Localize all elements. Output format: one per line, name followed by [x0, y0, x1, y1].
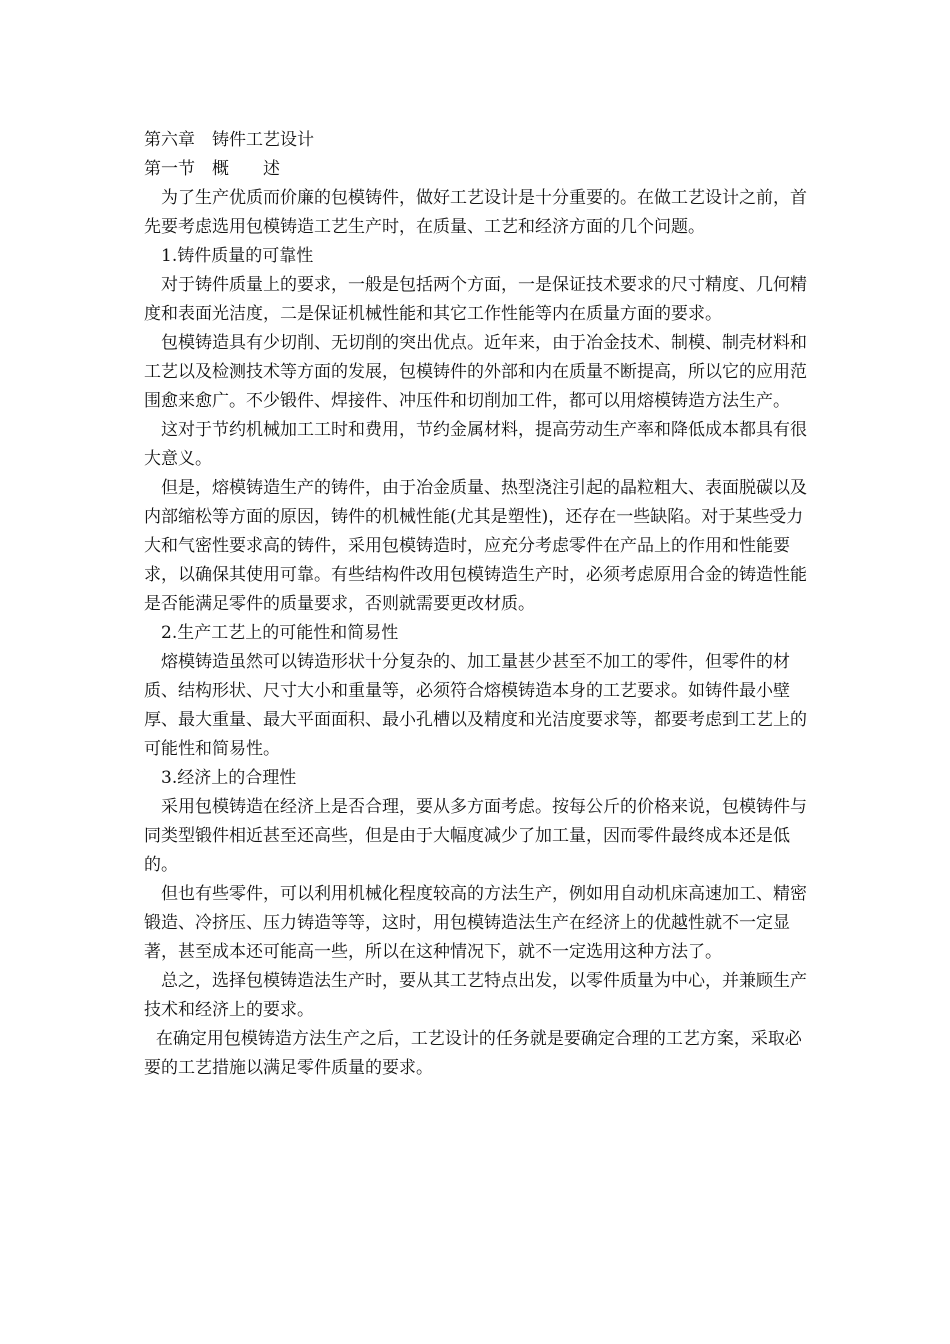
paragraph: 在确定用包模铸造方法生产之后，工艺设计的任务就是要确定合理的工艺方案，采取必要的工艺措施以满足零件质量的要求。 — [144, 1029, 802, 1078]
subheading-quality: 1.铸件质量的可靠性 — [161, 246, 314, 266]
subheading-economy: 3.经济上的合理性 — [161, 768, 297, 788]
section-title: 第一节 概 述 — [144, 159, 280, 179]
subheading-process: 2.生产工艺上的可能性和简易性 — [161, 623, 399, 643]
paragraph: 但也有些零件，可以利用机械化程度较高的方法生产，例如用自动机床高速加工、精密锻造、冷挤压、压力铸造等等，这时，用包模铸造法生产在经济上的优越性就不一定显著，甚至成本还可能高一些，所以在这种情况下，就不一定选用这种方法了。 — [144, 884, 807, 962]
paragraph: 但是，熔模铸造生产的铸件，由于冶金质量、热型浇注引起的晶粒粗大、表面脱碳以及内部缩松等方面的原因，铸件的机械性能(尤其是塑性)，还存在一些缺陷。对于某些受力大和气密性要求高的铸件，采用包模铸造时，应充分考虑零件在产品上的作用和性能要求，以确保其使用可靠。有些结构件改用包模铸造生产时，必须考虑原用合金的铸造性能是否能满足零件的质量要求，否则就需要更改材质。 — [144, 478, 807, 614]
paragraph: 熔模铸造虽然可以铸造形状十分复杂的、加工量甚少甚至不加工的零件，但零件的材质、结构形状、尺寸大小和重量等，必须符合熔模铸造本身的工艺要求。如铸件最小壁厚、最大重量、最大平面面积、最小孔槽以及精度和光洁度要求等，都要考虑到工艺上的可能性和简易性。 — [144, 652, 807, 759]
paragraph: 为了生产优质而价廉的包模铸件，做好工艺设计是十分重要的。在做工艺设计之前，首先要考虑选用包模铸造工艺生产时，在质量、工艺和经济方面的几个问题。 — [144, 188, 807, 237]
document-page — [144, 126, 810, 1083]
paragraph: 包模铸造具有少切削、无切削的突出优点。近年来，由于冶金技术、制模、制壳材料和工艺以及检测技术等方面的发展，包模铸件的外部和内在质量不断提高，所以它的应用范围愈来愈广。不少锻件、焊接件、冲压件和切削加工件，都可以用熔模铸造方法生产。 — [144, 333, 807, 411]
paragraph: 对于铸件质量上的要求，一般是包括两个方面，一是保证技术要求的尺寸精度、几何精度和表面光洁度，二是保证机械性能和其它工作性能等内在质量方面的要求。 — [144, 275, 807, 324]
chapter-title: 第六章 铸件工艺设计 — [144, 130, 314, 150]
paragraph: 这对于节约机械加工工时和费用，节约金属材料，提高劳动生产率和降低成本都具有很大意义。 — [144, 420, 807, 469]
paragraph: 总之，选择包模铸造法生产时，要从其工艺特点出发，以零件质量为中心，并兼顾生产技术和经济上的要求。 — [144, 971, 807, 1020]
paragraph: 采用包模铸造在经济上是否合理，要从多方面考虑。按每公斤的价格来说，包模铸件与同类型锻件相近甚至还高些，但是由于大幅度减少了加工量，因而零件最终成本还是低的。 — [144, 797, 807, 875]
